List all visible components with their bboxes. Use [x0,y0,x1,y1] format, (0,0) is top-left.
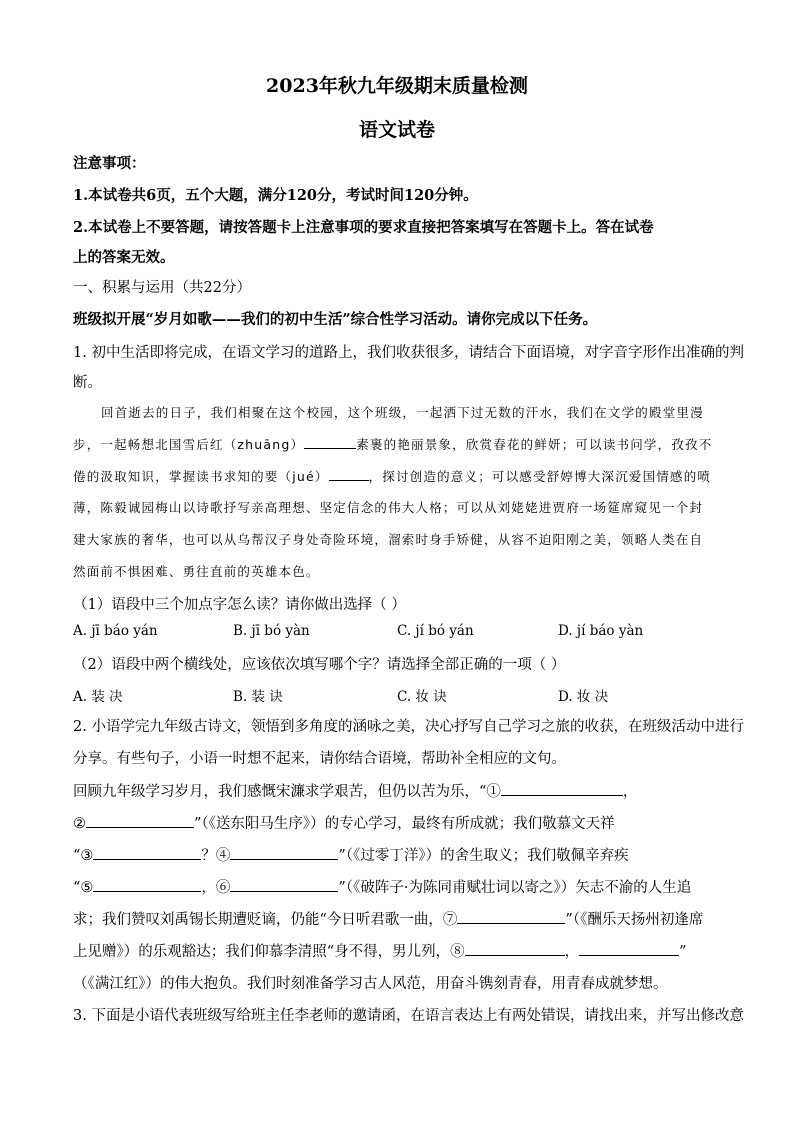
q1-passage-line: 步，一起畅想北国雪后红（zhuāng） 素裹的艳丽景象，欣赏春花的鲜妍；可以读书问学，孜孜不 [73,434,723,453]
answer-blank [93,845,201,860]
answer-blank [230,877,338,892]
q2-text-line: “③ ？④ ”（《过零丁洋》）的舍生取义；我们敬佩辛弃疾 [73,844,723,865]
answer-blank [465,941,565,956]
q2-text-line: 回顾九年级学习岁月，我们感慨宋濂求学艰苦，但仍以苦为乐，“① ， [73,780,723,801]
q1-passage-line: 回首逝去的日子，我们相聚在这个校园，这个班级，一起洒下过无数的汗水，我们在文学的殿堂里漫 [101,405,704,420]
answer-blank [230,845,338,860]
q2-stem: 2. 小语学完九年级古诗文，领悟到多角度的涵咏之美，决心抒写自己学习之旅的收获，在班级活动中进行 [73,719,744,735]
exam-subtitle: 语文试卷 [358,119,435,141]
answer-blank [86,813,194,828]
q1-sub1-option-a: A. jī báo yán [73,623,158,639]
section-1-intro: 班级拟开展“岁月如歌——我们的初中生活”综合性学习活动。请你完成以下任务。 [73,311,598,328]
q3-stem: 3. 下面是小语代表班级写给班主任李老师的邀请函，在语言表达上有两处错误，请找出来，并写出修改意 [73,1008,744,1024]
notice-item-1: 1.本试卷共6页，五个大题，满分120分，考试时间120分钟。 [73,187,478,204]
q1-sub2-option-d: D. 妆 决 [558,689,609,705]
q1-sub2-prompt: （2）语段中两个横线处，应该依次填写哪个字？请选择全部正确的一项（ ） [73,657,566,673]
q1-passage-line: 建大家族的奢华，也可以从乌帮汉子身处奇险环境，溜索时身手矫健，从容不迫阳刚之美，领略人类在自 [73,532,704,547]
answer-blank [579,941,679,956]
answer-blank [93,877,201,892]
answer-blank [329,466,369,481]
q1-sub1-option-c: C. jí bó yán [397,623,474,639]
q1-passage-line: 倦的汲取知识，掌握读书求知的要（jué） ，探讨创造的意义；可以感受舒婷博大深沉爱国情感的喷 [73,466,723,485]
q2-text-line: ② ”（《送东阳马生序》）的专心学习，最终有所成就；我们敬慕文天祥 [73,812,723,833]
q1-passage-line: 薄，陈毅诚园梅山以诗歌抒写亲高理想、坚定信念的伟大人格；可以从刘姥姥进贾府一场筵席窥见一个封 [73,500,704,515]
exam-title: 2023年秋九年级期末质量检测 [266,75,528,97]
q2-stem-cont: 分享。有些句子，小语一时想不起来，请你结合语境，帮助补全相应的文句。 [73,751,566,767]
q2-text-line: （《满江红》）的伟大抱负。我们时刻准备学习古人风范，用奋斗镌刻青春，用青春成就梦想。 [73,976,668,992]
q1-sub2-option-b: B. 装 诀 [233,689,283,705]
notice-heading: 注意事项： [73,155,146,172]
q2-text-line: 求；我们赞叹刘禹锡长期遭贬谪，仍能“今日听君歌一曲，⑦ ”（《酬乐天扬州初逢席 [73,908,723,929]
q1-sub1-prompt: （1）语段中三个加点字怎么读？请你做出选择（ ） [73,597,406,613]
q2-text-line: “⑤ ，⑥ ”（《破阵子·为陈同甫赋壮词以寄之》）矢志不渝的人生追 [73,876,723,897]
answer-blank [501,781,623,796]
notice-item-2-cont: 上的答案无效。 [73,249,175,266]
section-1-heading: 一、积累与运用（共22分） [73,280,251,296]
answer-blank [457,909,565,924]
q1-stem: 1. 初中生活即将完成，在语文学习的道路上，我们收获很多，请结合下面语境，对字音字形作出准确的判 [73,345,744,361]
q1-passage-line: 然面前不惧困难、勇往直前的英雄本色。 [73,564,320,579]
q1-sub1-option-d: D. jí báo yàn [558,623,644,639]
q1-stem-cont: 断。 [73,375,102,391]
q1-sub2-option-a: A. 装 决 [73,689,123,705]
q1-sub1-option-b: B. jī bó yàn [233,623,310,639]
q1-sub2-option-c: C. 妆 诀 [397,689,447,705]
q2-text-line: 上见赠》）的乐观豁达；我们仰慕李清照“身不得，男儿列，⑧ ， ” [73,940,723,961]
answer-blank [304,434,356,449]
notice-item-2: 2.本试卷上不要答题，请按答题卡上注意事项的要求直接把答案填写在答题卡上。答在试卷 [73,219,654,236]
